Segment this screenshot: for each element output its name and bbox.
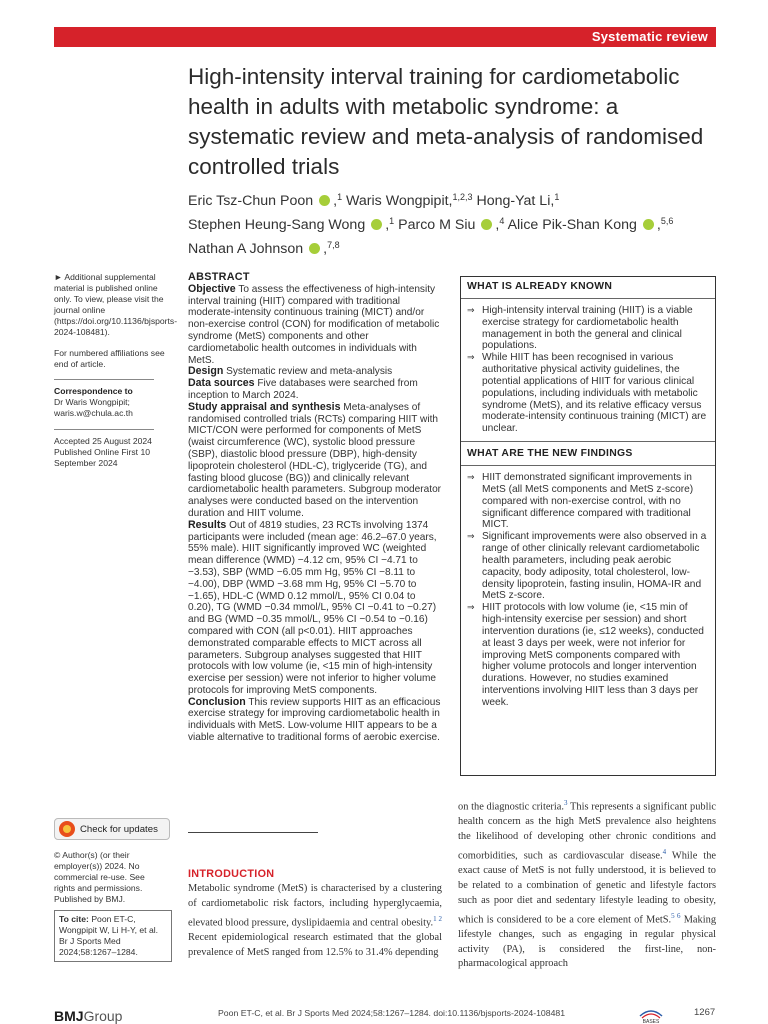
intro-column-right bbox=[458, 796, 716, 972]
abstract bbox=[188, 272, 442, 744]
new-finding-item bbox=[467, 472, 709, 531]
correspondence-email[interactable]: waris.w@chula.ac.th bbox=[54, 408, 133, 418]
correspondence-name: Dr Waris Wongpipit; bbox=[54, 397, 130, 407]
author-name[interactable]: Alice Pik-Shan Kong bbox=[507, 217, 637, 233]
to-cite-text: Poon ET-C, Wongpipit W, Li H-Y, et al. Br J Sports Med 2024;58:1267–1284. bbox=[59, 914, 159, 957]
author-name[interactable]: Hong-Yat Li bbox=[476, 193, 551, 209]
known-item bbox=[467, 352, 709, 435]
affiliation-marker: 1 bbox=[554, 192, 560, 202]
known-list bbox=[467, 305, 709, 435]
new-finding-item bbox=[467, 602, 709, 709]
author-name[interactable]: Eric Tsz-Chun Poon bbox=[188, 193, 314, 209]
to-cite-box bbox=[54, 910, 172, 962]
intro-column-left bbox=[188, 882, 442, 960]
objective-label: Objective bbox=[188, 282, 236, 295]
objective-text: To assess the effectiveness of high-intensity interval training (HIIT) compared with traditional moderate-intensity continuous training (MICT) and/or non-exercise control (CON) for modification of metabolic syndrome (MetS) components and other cardiometabolic health outcomes in individuals with MetS. bbox=[188, 283, 440, 366]
list-item-text: High-intensity interval training (HIIT) is a viable exercise strategy for cardiometabolic health management in both the general and clinical populations. bbox=[482, 304, 693, 352]
new-findings-heading: WHAT ARE THE NEW FINDINGS bbox=[467, 448, 633, 460]
orcid-icon[interactable] bbox=[643, 219, 654, 230]
appraisal-text: Meta-analyses of randomised controlled trials (RCTs) comparing HIIT with MICT/CON were performed for components of MetS (waist circumference (WC), systolic blood pressure (SBP), diastolic blood pressure (DBP), high-density lipoprotein cholesterol (HDL-C), triglyceride (TG), and fasting blood glucose (BG)) and clinically relevant cardiometabolic health parameters. Subgroup moderator analyses were conducted based on the intervention duration and HIIT volume. bbox=[188, 401, 442, 519]
page-number: 1267 bbox=[694, 1007, 716, 1018]
affiliations-note: For numbered affiliations see end of article. bbox=[54, 348, 165, 369]
to-cite-label: To cite: bbox=[59, 914, 89, 924]
copyright-note bbox=[54, 850, 166, 905]
author: Nathan A Johnson ,$^{7,8}$ bbox=[188, 240, 340, 257]
list-item-text: HIIT protocols with low volume (ie, <15 min of high-intensity exercise per session) and short intervention durations (ie, ≤12 weeks), conducted at least 3 days per week, were not inferior for improving MetS components compared with higher volume protocols and longer intervention durations. However, no studies examined interventions involving HIIT less than 3 days per week. bbox=[482, 602, 704, 708]
author: Eric Tsz-Chun Poon ,$^1$ bbox=[188, 192, 343, 209]
known-item bbox=[467, 305, 709, 352]
conclusion-text: This review supports HIIT as an efficacious exercise strategy for improving cardiometabolic health in individuals with MetS. Low-volume HIIT appears to be a viable alternative to traditional forms of aerobic exercise. bbox=[188, 696, 441, 744]
arrow-icon: ⇒ bbox=[467, 352, 475, 363]
author: Stephen Heung-Sang Wong ,$^1$ bbox=[188, 216, 395, 233]
copyright-text: © Author(s) (or their employer(s)) 2024. No commercial re-use. See rights and permissions. Published by BMJ. bbox=[54, 850, 145, 904]
arrow-icon: ⇒ bbox=[467, 602, 475, 613]
accepted-date: Accepted 25 August 2024 bbox=[54, 436, 152, 446]
affiliation-marker: 5,6 bbox=[660, 216, 674, 226]
arrow-icon: ⇒ bbox=[467, 304, 475, 315]
affiliation-marker: 1,2,3 bbox=[452, 192, 473, 202]
list-item-text: While HIIT has been recognised in various authoritative physical activity guidelines, the potential applications of HIIT for various clinical populations, including individuals with metabolic syndrome (MetS), and its relative efficacy versus moderate-intensity continuous training (MICT) are unclear. bbox=[482, 352, 707, 435]
list-item-text: Significant improvements were also observed in a range of other clinically relevant cardiometabolic health parameters, including peak aerobic capacity, body adiposity, total cholesterol, low-density lipoprotein, fasting insulin, HOMA-IR and MetS z-score. bbox=[482, 531, 707, 602]
new-finding-item bbox=[467, 531, 709, 602]
results-text: Out of 4819 studies, 23 RCTs involving 1374 participants were included (mean age: 46.2–67.0 years, 55% male). HIIT significantly improved WC (weighted mean difference (WMD) −4.12 cm, 95% CI −4.71 to −3.53), SBP (WMD −6.05 mm Hg, 95% CI −8.11 to −4.00), DBP (WMD −3.68 mm Hg, 95% CI −5.70 to −1.65), HDL-C (WMD 0.12 mmol/L, 95% CI 0.04 to 0.20), TG (WMD −0.34 mmol/L, 95% CI −0.41 to −0.27) and BG (WMD −0.35 mmol/L, 95% CI −0.54 to −0.16) compared with CON (all p<0.01). HIIT approaches demonstrated comparable effects to MICT across all parameters. Subgroup analyses suggested that HIIT protocols with low volume (ie, <15 min of high-intensity exercise per session) were not inferior to higher volume protocols for improving MetS components. bbox=[188, 519, 437, 696]
sidebar-notes bbox=[54, 272, 178, 469]
author: Alice Pik-Shan Kong ,$^{5,6}$ bbox=[507, 216, 674, 233]
author-list bbox=[188, 189, 716, 261]
orcid-icon[interactable] bbox=[371, 219, 382, 230]
banner-label: Systematic review bbox=[591, 29, 708, 44]
check-updates-button[interactable] bbox=[54, 818, 170, 840]
known-heading: WHAT IS ALREADY KNOWN bbox=[467, 281, 613, 292]
results-label: Results bbox=[188, 518, 227, 531]
reference-link[interactable]: 5 6 bbox=[671, 911, 681, 920]
intro-text: This represents a significant public health concern as the high MetS prevalence also heightens the likelihood of developing other chronic conditions and comorbidities, such as cardiovascular disease. bbox=[458, 801, 716, 862]
affiliation-marker: 1 bbox=[337, 192, 343, 202]
abstract-divider bbox=[188, 832, 318, 833]
footer-citation: Poon ET-C, et al. Br J Sports Med 2024;58:1267–1284. doi:10.1136/bjsports-2024-108481 bbox=[218, 1008, 566, 1018]
bases-logo bbox=[636, 1006, 666, 1024]
crossmark-icon bbox=[59, 821, 75, 837]
sources-label: Data sources bbox=[188, 377, 255, 390]
orcid-icon[interactable] bbox=[309, 243, 320, 254]
author-name[interactable]: Waris Wongpipit bbox=[346, 193, 449, 209]
author: Hong-Yat Li,$^1$ bbox=[476, 192, 560, 209]
orcid-icon[interactable] bbox=[319, 195, 330, 206]
author-name[interactable]: Nathan A Johnson bbox=[188, 241, 304, 257]
bases-logo-text: BASES bbox=[642, 1019, 660, 1024]
reference-link[interactable]: 1 2 bbox=[433, 914, 442, 923]
intro-text: on the diagnostic criteria. bbox=[458, 801, 564, 813]
supplemental-note: ► Additional supplemental material is published online only. To view, please visit the journal online (https://doi.org/10.1136/bjsports-2024-108481). bbox=[54, 272, 178, 337]
intro-text: Making lifestyle changes, such as engaging in regular physical activity (PA), is considered the first-line, non-pharmacological approach bbox=[458, 913, 717, 970]
intro-text: Metabolic syndrome (MetS) is characterised by a clustering of cardiometabolic risk factors, including hyperglycaemia, elevated blood pressure, dyslipidaemia and central obesity. bbox=[188, 883, 442, 929]
author: Parco M Siu ,$^4$ bbox=[398, 216, 505, 233]
published-date: Published Online First 10 September 2024 bbox=[54, 447, 151, 468]
section-banner bbox=[54, 27, 716, 47]
logo-sub: Group bbox=[83, 1008, 123, 1024]
list-item-text: HIIT demonstrated significant improvements in MetS (all MetS components and MetS z-score) compared with non-exercise control, with no significant difference compared with traditional MICT. bbox=[482, 471, 694, 531]
key-messages-box bbox=[460, 276, 716, 776]
logo-main: BMJ bbox=[54, 1008, 84, 1024]
orcid-icon[interactable] bbox=[481, 219, 492, 230]
intro-text: Recent epidemiological research estimated that the global prevalence of MetS ranged from 12.5% to 31.4% depending bbox=[188, 931, 442, 958]
correspondence-heading: Correspondence to bbox=[54, 386, 133, 396]
author: Waris Wongpipit,$^{1,2,3}$ bbox=[346, 192, 473, 209]
design-text: Systematic review and meta-analysis bbox=[226, 366, 393, 378]
sources-text: Five databases were searched from inception to March 2024. bbox=[188, 378, 418, 401]
affiliation-marker: 1 bbox=[389, 216, 395, 226]
introduction-heading: INTRODUCTION bbox=[188, 868, 275, 880]
new-findings-list bbox=[467, 472, 709, 709]
arrow-icon: ⇒ bbox=[467, 471, 475, 482]
appraisal-label: Study appraisal and synthesis bbox=[188, 400, 341, 413]
reference-link[interactable]: 3 bbox=[564, 799, 568, 807]
arrow-icon: ⇒ bbox=[467, 531, 475, 542]
abstract-heading: ABSTRACT bbox=[188, 271, 250, 283]
design-label: Design bbox=[188, 365, 224, 378]
author-name[interactable]: Stephen Heung-Sang Wong bbox=[188, 217, 366, 233]
reference-link[interactable]: 4 bbox=[662, 847, 667, 856]
affiliation-marker: 7,8 bbox=[327, 240, 340, 250]
conclusion-label: Conclusion bbox=[188, 695, 246, 708]
article-title: High-intensity interval training for cardiometabolic health in adults with metabolic syndrome: a systematic review and meta-analysis of randomised controlled trials bbox=[188, 64, 704, 179]
bmj-group-logo bbox=[54, 1008, 122, 1024]
affiliation-marker: 4 bbox=[499, 216, 505, 226]
check-updates-label: Check for updates bbox=[80, 823, 158, 835]
author-name[interactable]: Parco M Siu bbox=[398, 217, 476, 233]
intro-text: While the exact cause of MetS is not fully understood, it is believed to be related to a combination of genetic and lifestyle factors such as poor diet and sedentary lifestyle leading to obesity, which is considered to be a core element of MetS. bbox=[458, 850, 716, 925]
